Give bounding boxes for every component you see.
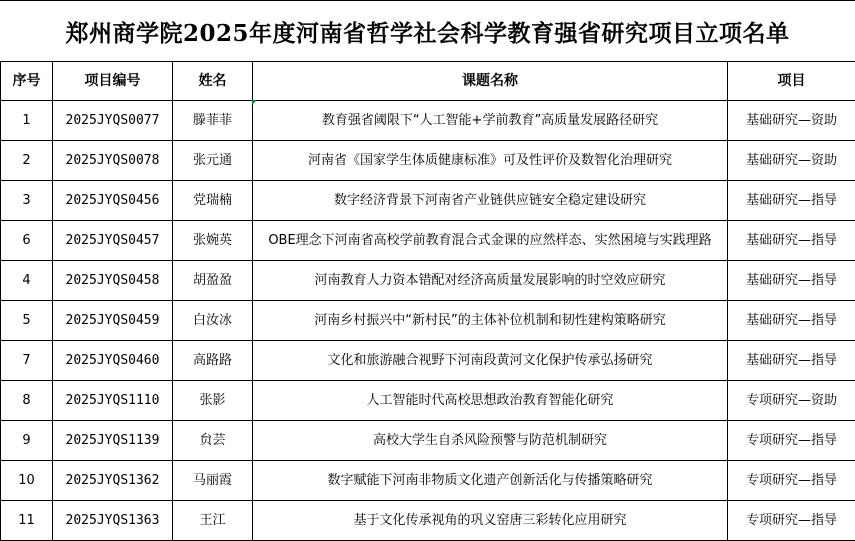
- cell-project-type[interactable]: 专项研究—指导: [728, 461, 855, 501]
- cell-project-code[interactable]: 2025JYQS1139: [53, 421, 173, 461]
- cell-topic[interactable]: 河南省《国家学生体质健康标准》可及性评价及数智化治理研究: [253, 141, 728, 181]
- cell-person-name[interactable]: 滕菲菲: [173, 101, 253, 141]
- cell-index[interactable]: 4: [1, 261, 53, 301]
- cell-topic[interactable]: 高校大学生自杀风险预警与防范机制研究: [253, 421, 728, 461]
- cell-index[interactable]: 8: [1, 381, 53, 421]
- cell-project-type[interactable]: 基础研究—指导: [728, 221, 855, 261]
- table-row: [1, 461, 855, 501]
- cell-project-type[interactable]: 专项研究—指导: [728, 501, 855, 541]
- header-code[interactable]: 项目编号: [53, 62, 173, 101]
- cell-project-type[interactable]: 专项研究—指导: [728, 421, 855, 461]
- project-table: [0, 61, 855, 541]
- cell-person-name[interactable]: 张元通: [173, 141, 253, 181]
- table-row: [1, 101, 855, 141]
- table-row: [1, 181, 855, 221]
- cell-project-code[interactable]: 2025JYQS0456: [53, 181, 173, 221]
- cell-topic[interactable]: 河南乡村振兴中“新村民”的主体补位机制和韧性建构策略研究: [253, 301, 728, 341]
- cell-topic[interactable]: 文化和旅游融合视野下河南段黄河文化保护传承弘扬研究: [253, 341, 728, 381]
- cell-topic[interactable]: 基于文化传承视角的巩义窑唐三彩转化应用研究: [253, 501, 728, 541]
- header-row: [1, 62, 855, 101]
- cell-topic[interactable]: 数字赋能下河南非物质文化遗产创新活化与传播策略研究: [253, 461, 728, 501]
- cell-project-type[interactable]: 基础研究—资助: [728, 141, 855, 181]
- cell-index[interactable]: 3: [1, 181, 53, 221]
- cell-index[interactable]: 11: [1, 501, 53, 541]
- cell-index[interactable]: 5: [1, 301, 53, 341]
- cell-index[interactable]: 10: [1, 461, 53, 501]
- cell-project-type[interactable]: 专项研究—资助: [728, 381, 855, 421]
- table-row: [1, 141, 855, 181]
- cell-person-name[interactable]: 贠芸: [173, 421, 253, 461]
- cell-project-type[interactable]: 基础研究—资助: [728, 101, 855, 141]
- cell-topic[interactable]: 人工智能时代高校思想政治教育智能化研究: [253, 381, 728, 421]
- cell-project-code[interactable]: 2025JYQS0457: [53, 221, 173, 261]
- cell-project-code[interactable]: 2025JYQS1363: [53, 501, 173, 541]
- cell-person-name[interactable]: 张婉英: [173, 221, 253, 261]
- header-topic[interactable]: 课题名称: [253, 62, 728, 101]
- table-row: [1, 221, 855, 261]
- cell-topic[interactable]: 教育强省阈限下“人工智能+学前教育”高质量发展路径研究: [253, 101, 728, 141]
- cell-project-code[interactable]: 2025JYQS0460: [53, 341, 173, 381]
- comment-indicator-icon: [252, 100, 257, 105]
- cell-project-type[interactable]: 基础研究—指导: [728, 261, 855, 301]
- cell-project-type[interactable]: 基础研究—指导: [728, 341, 855, 381]
- header-index[interactable]: 序号: [1, 62, 53, 101]
- header-name[interactable]: 姓名: [173, 62, 253, 101]
- cell-person-name[interactable]: 党瑞楠: [173, 181, 253, 221]
- cell-topic[interactable]: 河南教育人力资本错配对经济高质量发展影响的时空效应研究: [253, 261, 728, 301]
- cell-project-code[interactable]: 2025JYQS0078: [53, 141, 173, 181]
- cell-person-name[interactable]: 马丽霞: [173, 461, 253, 501]
- table-row: [1, 341, 855, 381]
- cell-person-name[interactable]: 胡盈盈: [173, 261, 253, 301]
- table-row: [1, 301, 855, 341]
- header-type[interactable]: 项目: [728, 62, 855, 101]
- cell-index[interactable]: 6: [1, 221, 53, 261]
- cell-person-name[interactable]: 张影: [173, 381, 253, 421]
- cell-project-type[interactable]: 基础研究—指导: [728, 181, 855, 221]
- cell-project-code[interactable]: 2025JYQS1110: [53, 381, 173, 421]
- cell-project-code[interactable]: 2025JYQS0077: [53, 101, 173, 141]
- cell-person-name[interactable]: 白汝冰: [173, 301, 253, 341]
- cell-index[interactable]: 7: [1, 341, 53, 381]
- cell-topic[interactable]: 数字经济背景下河南省产业链供应链安全稳定建设研究: [253, 181, 728, 221]
- cell-project-code[interactable]: 2025JYQS0458: [53, 261, 173, 301]
- table-row: [1, 421, 855, 461]
- table-row: [1, 501, 855, 541]
- document-title: 郑州商学院2025年度河南省哲学社会科学教育强省研究项目立项名单: [0, 0, 855, 61]
- table-row: [1, 381, 855, 421]
- cell-project-code[interactable]: 2025JYQS0459: [53, 301, 173, 341]
- cell-project-type[interactable]: 基础研究—指导: [728, 301, 855, 341]
- cell-person-name[interactable]: 高路路: [173, 341, 253, 381]
- cell-index[interactable]: 1: [1, 101, 53, 141]
- cell-index[interactable]: 2: [1, 141, 53, 181]
- cell-index[interactable]: 9: [1, 421, 53, 461]
- cell-topic[interactable]: OBE理念下河南省高校学前教育混合式金课的应然样态、实然困境与实践理路: [253, 221, 728, 261]
- cell-person-name[interactable]: 王江: [173, 501, 253, 541]
- table-row: [1, 261, 855, 301]
- cell-project-code[interactable]: 2025JYQS1362: [53, 461, 173, 501]
